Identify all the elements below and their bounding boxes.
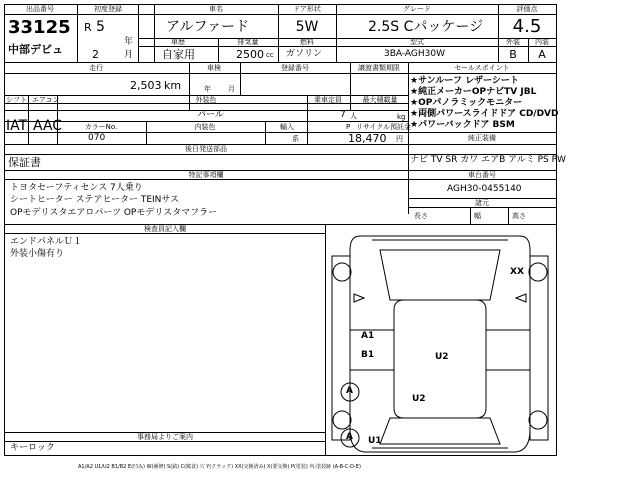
- warranty: 保証書: [8, 156, 41, 169]
- length-label: 長さ: [414, 212, 428, 220]
- int-grade-label: 内装: [535, 38, 549, 46]
- width-label: 幅: [474, 212, 481, 220]
- damage-mark-u2-rear: U2: [412, 394, 426, 404]
- year-unit: 年: [124, 37, 134, 47]
- regno-label: 登録番号: [281, 64, 309, 72]
- special-note: OPモデリスタエアロパーツ OPモデリスタマフラー: [10, 208, 218, 218]
- displacement-label: 排気量: [237, 38, 259, 46]
- load-unit: kg: [397, 113, 406, 121]
- damage-mark-u1: U1: [368, 436, 382, 446]
- lot-number: 33125: [8, 17, 71, 38]
- colorno-label: カラーNo.: [84, 123, 118, 131]
- damage-legend: A1/A2 U1/U2 B1/B2 E(凹み) W(補修) S(錆) C(腐食) 穴 Y(クラック) XX(交換済み) X(要交換) P(塗装) 内:塗装跡 (A-B-C-D-E): [78, 464, 361, 470]
- height-label: 高さ: [512, 212, 526, 220]
- recycle-unit: 円: [396, 135, 403, 143]
- color-number: 070: [88, 133, 106, 143]
- shaken-label: 車検: [207, 64, 221, 72]
- month-number: 2: [92, 48, 99, 61]
- damage-mark-a: A: [346, 386, 353, 396]
- usage: 自家用: [162, 48, 195, 61]
- recycle-label: リサイクル預託金: [356, 123, 412, 131]
- special-label: 特記事項欄: [188, 171, 224, 179]
- cc-unit: cc: [266, 51, 274, 59]
- sales-point: ★OPパノラミックモニター: [410, 98, 523, 108]
- sales-point: ★パワーバックドア BSM: [410, 120, 515, 130]
- ac-label: エアコン: [32, 96, 60, 104]
- car-name: アルファード: [166, 19, 250, 35]
- import-label: 輸入: [280, 123, 294, 131]
- ac-value: AAC: [33, 118, 63, 134]
- damage-mark-xx: XX: [510, 267, 524, 277]
- points-label: セールスポイント: [454, 64, 510, 72]
- door-type: 5W: [295, 19, 319, 35]
- usage-label: 車歴: [171, 38, 185, 46]
- owner-label: 譲渡書類期限: [358, 64, 400, 72]
- office-label: 事務局よりご案内: [137, 433, 193, 441]
- model-label: 型式: [410, 38, 424, 46]
- km-label: 走行: [89, 64, 103, 72]
- frame-label: 車台番号: [468, 171, 496, 179]
- frame-number: AGH30-0455140: [447, 184, 522, 194]
- damage-mark-a-rear: A: [346, 432, 353, 442]
- inspection-note: 外装小傷有り: [10, 249, 65, 259]
- damage-mark-a1: A1: [361, 331, 375, 341]
- venue: 中部デビュ: [8, 43, 63, 56]
- score: 4.5: [512, 16, 542, 37]
- docs-label: 後日発送部品: [185, 145, 227, 153]
- shaken-month-unit: 月: [228, 85, 235, 93]
- sales-point: ★純正メーカーOPナビTV JBL: [410, 87, 537, 97]
- office-note: キーロック: [10, 443, 55, 453]
- shift-value: IAT: [6, 118, 28, 134]
- model-code: 3BA-AGH30W: [384, 49, 446, 59]
- era: R: [84, 21, 92, 34]
- doors-label: ドア形状: [293, 5, 321, 13]
- sales-point: ★両側パワースライドドア CD/DVD: [410, 109, 559, 119]
- lot-label: 出品番号: [26, 5, 54, 13]
- sales-point: ★サンルーフ レザーシート: [410, 76, 519, 86]
- damage-mark-b1: B1: [361, 350, 375, 360]
- repaint-mark: P: [346, 123, 351, 131]
- factory-equipment: ナビ TV SR カワ エアB アルミ PS PW: [410, 155, 566, 165]
- month-unit: 月: [124, 50, 134, 60]
- fuel-label: 燃料: [300, 38, 314, 46]
- mileage: 2,503: [130, 79, 162, 92]
- color-label: 外装色: [195, 96, 217, 104]
- inspect-label: 検査員記入欄: [144, 225, 186, 233]
- shift-label: シフト: [6, 96, 27, 104]
- displacement: 2500: [236, 48, 264, 61]
- body-color: パール: [197, 110, 224, 120]
- int-grade: A: [538, 48, 546, 61]
- damage-mark-u2: U2: [435, 352, 449, 362]
- name-label: 車名: [209, 5, 223, 13]
- equip-label: 純正装備: [468, 134, 496, 142]
- fuel: ガソリン: [286, 49, 323, 59]
- km-unit: km: [164, 79, 182, 92]
- load-label: 最大積載量: [362, 96, 398, 104]
- intcolor-unit: 系: [292, 135, 299, 143]
- grade-label: グレード: [403, 5, 431, 13]
- dims-label: 諸元: [475, 199, 489, 207]
- capacity: 7: [340, 110, 346, 120]
- intcolor-label: 内装色: [194, 123, 216, 131]
- ext-grade-label: 外装: [506, 38, 520, 46]
- grade: 2.5S Cパッケージ: [368, 19, 484, 35]
- ext-grade: B: [509, 48, 517, 61]
- special-note: シートヒーター ステアヒーター TEINサス: [10, 195, 180, 205]
- capacity-label: 乗車定員: [314, 96, 342, 104]
- score-label: 評価点: [516, 5, 538, 13]
- recycle-fee: 18,470: [348, 132, 387, 145]
- reg-label: 初度登録: [94, 5, 122, 13]
- capacity-unit: 人: [350, 112, 357, 120]
- inspection-note: エンドパネルＵ１: [10, 237, 82, 247]
- special-note: トヨタセーフティセンス 7人乗り: [10, 183, 143, 193]
- shaken-year-unit: 年: [204, 85, 211, 93]
- year-number: 5: [96, 19, 105, 35]
